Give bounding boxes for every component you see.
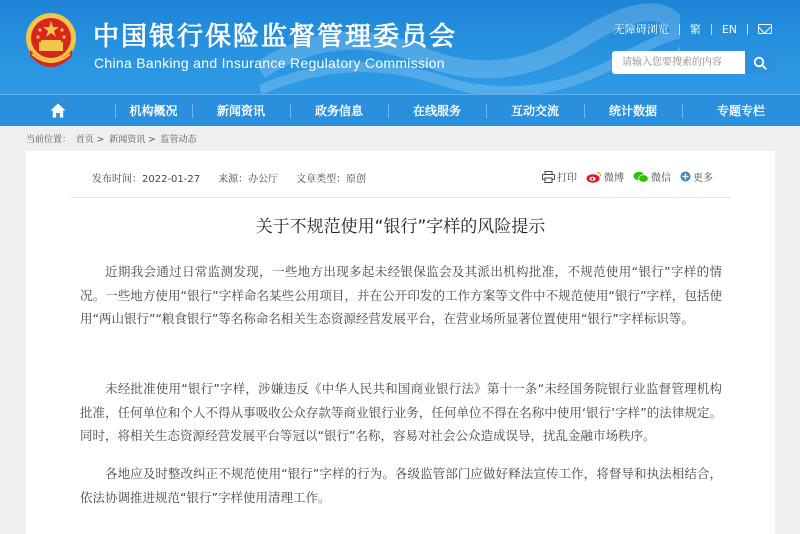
wechat-icon [633, 171, 649, 183]
article-paragraph: 各地应及时整改纠正不规范使用“银行”字样的行为。各级监管部门应做好释法宣传工作，将督导和执法相结合，依法协调推进规范“银行”字样使用清理工作。 [80, 466, 722, 505]
wechat-label: 微信 [651, 173, 671, 184]
site-title-cn: 中国银行保险监督管理委员会 [93, 22, 458, 52]
more-icon [680, 171, 691, 182]
top-links [614, 21, 772, 37]
english-link[interactable]: EN [721, 22, 737, 36]
print-label: 打印 [557, 173, 577, 184]
print-button[interactable] [542, 169, 577, 184]
print-icon [542, 171, 555, 183]
search-input[interactable] [612, 51, 744, 74]
nav-item-about[interactable]: 机构概况 [115, 95, 192, 126]
home-icon [50, 103, 66, 118]
meta-divider [70, 197, 731, 198]
weibo-icon [586, 171, 602, 183]
breadcrumb-label: 当前位置： [26, 135, 72, 145]
article-type: 文章类型：原创 [296, 174, 367, 185]
article-paragraph: 近期我会通过日常监测发现，一些地方出现多起未经银保监会及其派出机构批准，不规范使用“银行”字样的情况。一些地方使用“银行”字样命名某些公用项目，并在公开印发的工作方案等文件中不规范使用“银行”字样，包括使用“两山银行”“粮食银行”等名称命名相关生态资源经营发展平台，在营业场所显著位置使用“银行”字样标识等。 [80, 264, 722, 326]
national-emblem-icon [24, 10, 78, 74]
article-card [26, 151, 775, 534]
nav-home[interactable] [0, 95, 115, 126]
search-box [612, 51, 775, 74]
divider [747, 24, 748, 35]
nav-item-statistics[interactable]: 统计数据 [584, 95, 682, 126]
weibo-label: 微博 [604, 173, 624, 184]
divider [711, 24, 712, 35]
main-nav [0, 94, 800, 126]
nav-item-interaction[interactable]: 互动交流 [486, 95, 584, 126]
breadcrumb-news[interactable]: 新闻资讯 [109, 135, 146, 145]
breadcrumb-regulatory-news[interactable]: 监管动态 [160, 135, 197, 145]
nav-item-government-info[interactable]: 政务信息 [290, 95, 388, 126]
article-source: 来源：办公厅 [218, 174, 279, 185]
more-label: 更多 [693, 173, 713, 184]
article-title: 关于不规范使用“银行”字样的风险提示 [255, 217, 546, 237]
more-share-button[interactable] [680, 169, 713, 184]
article-meta [92, 170, 384, 185]
search-button[interactable] [745, 51, 775, 74]
breadcrumb-home[interactable]: 首页 [75, 135, 94, 145]
search-icon [753, 56, 767, 70]
breadcrumb-separator: > [96, 135, 105, 145]
site-title-en: China Banking and Insurance Regulatory Commission [94, 55, 445, 71]
article-paragraph: 未经批准使用“银行”字样，涉嫌违反《中华人民共和国商业银行法》第十一条“未经国务院银行业监督管理机构批准，任何单位和个人不得从事吸收公众存款等商业银行业务，任何单位不得在名称中使用‘银行’字样”的法律规定。同时，将相关生态资源经营发展平台等冠以“银行”名称，容易对社会公众造成误导，扰乱金融市场秩序。 [80, 381, 722, 443]
breadcrumb-separator: > [148, 135, 156, 145]
breadcrumb [26, 132, 197, 145]
traditional-chinese-link[interactable]: 繁 [689, 23, 701, 36]
divider [679, 24, 680, 35]
mail-icon[interactable] [758, 24, 772, 34]
accessibility-link[interactable]: 无障碍浏览 [613, 23, 669, 36]
weibo-share-button[interactable] [586, 169, 624, 184]
share-bar [533, 169, 713, 184]
nav-item-online-services[interactable]: 在线服务 [388, 95, 486, 126]
publish-time: 发布时间：2022-01-27 [92, 174, 201, 185]
nav-item-news[interactable]: 新闻资讯 [192, 95, 290, 126]
site-header [0, 0, 800, 94]
nav-item-special-topics[interactable]: 专题专栏 [682, 95, 800, 126]
wechat-share-button[interactable] [633, 169, 671, 184]
